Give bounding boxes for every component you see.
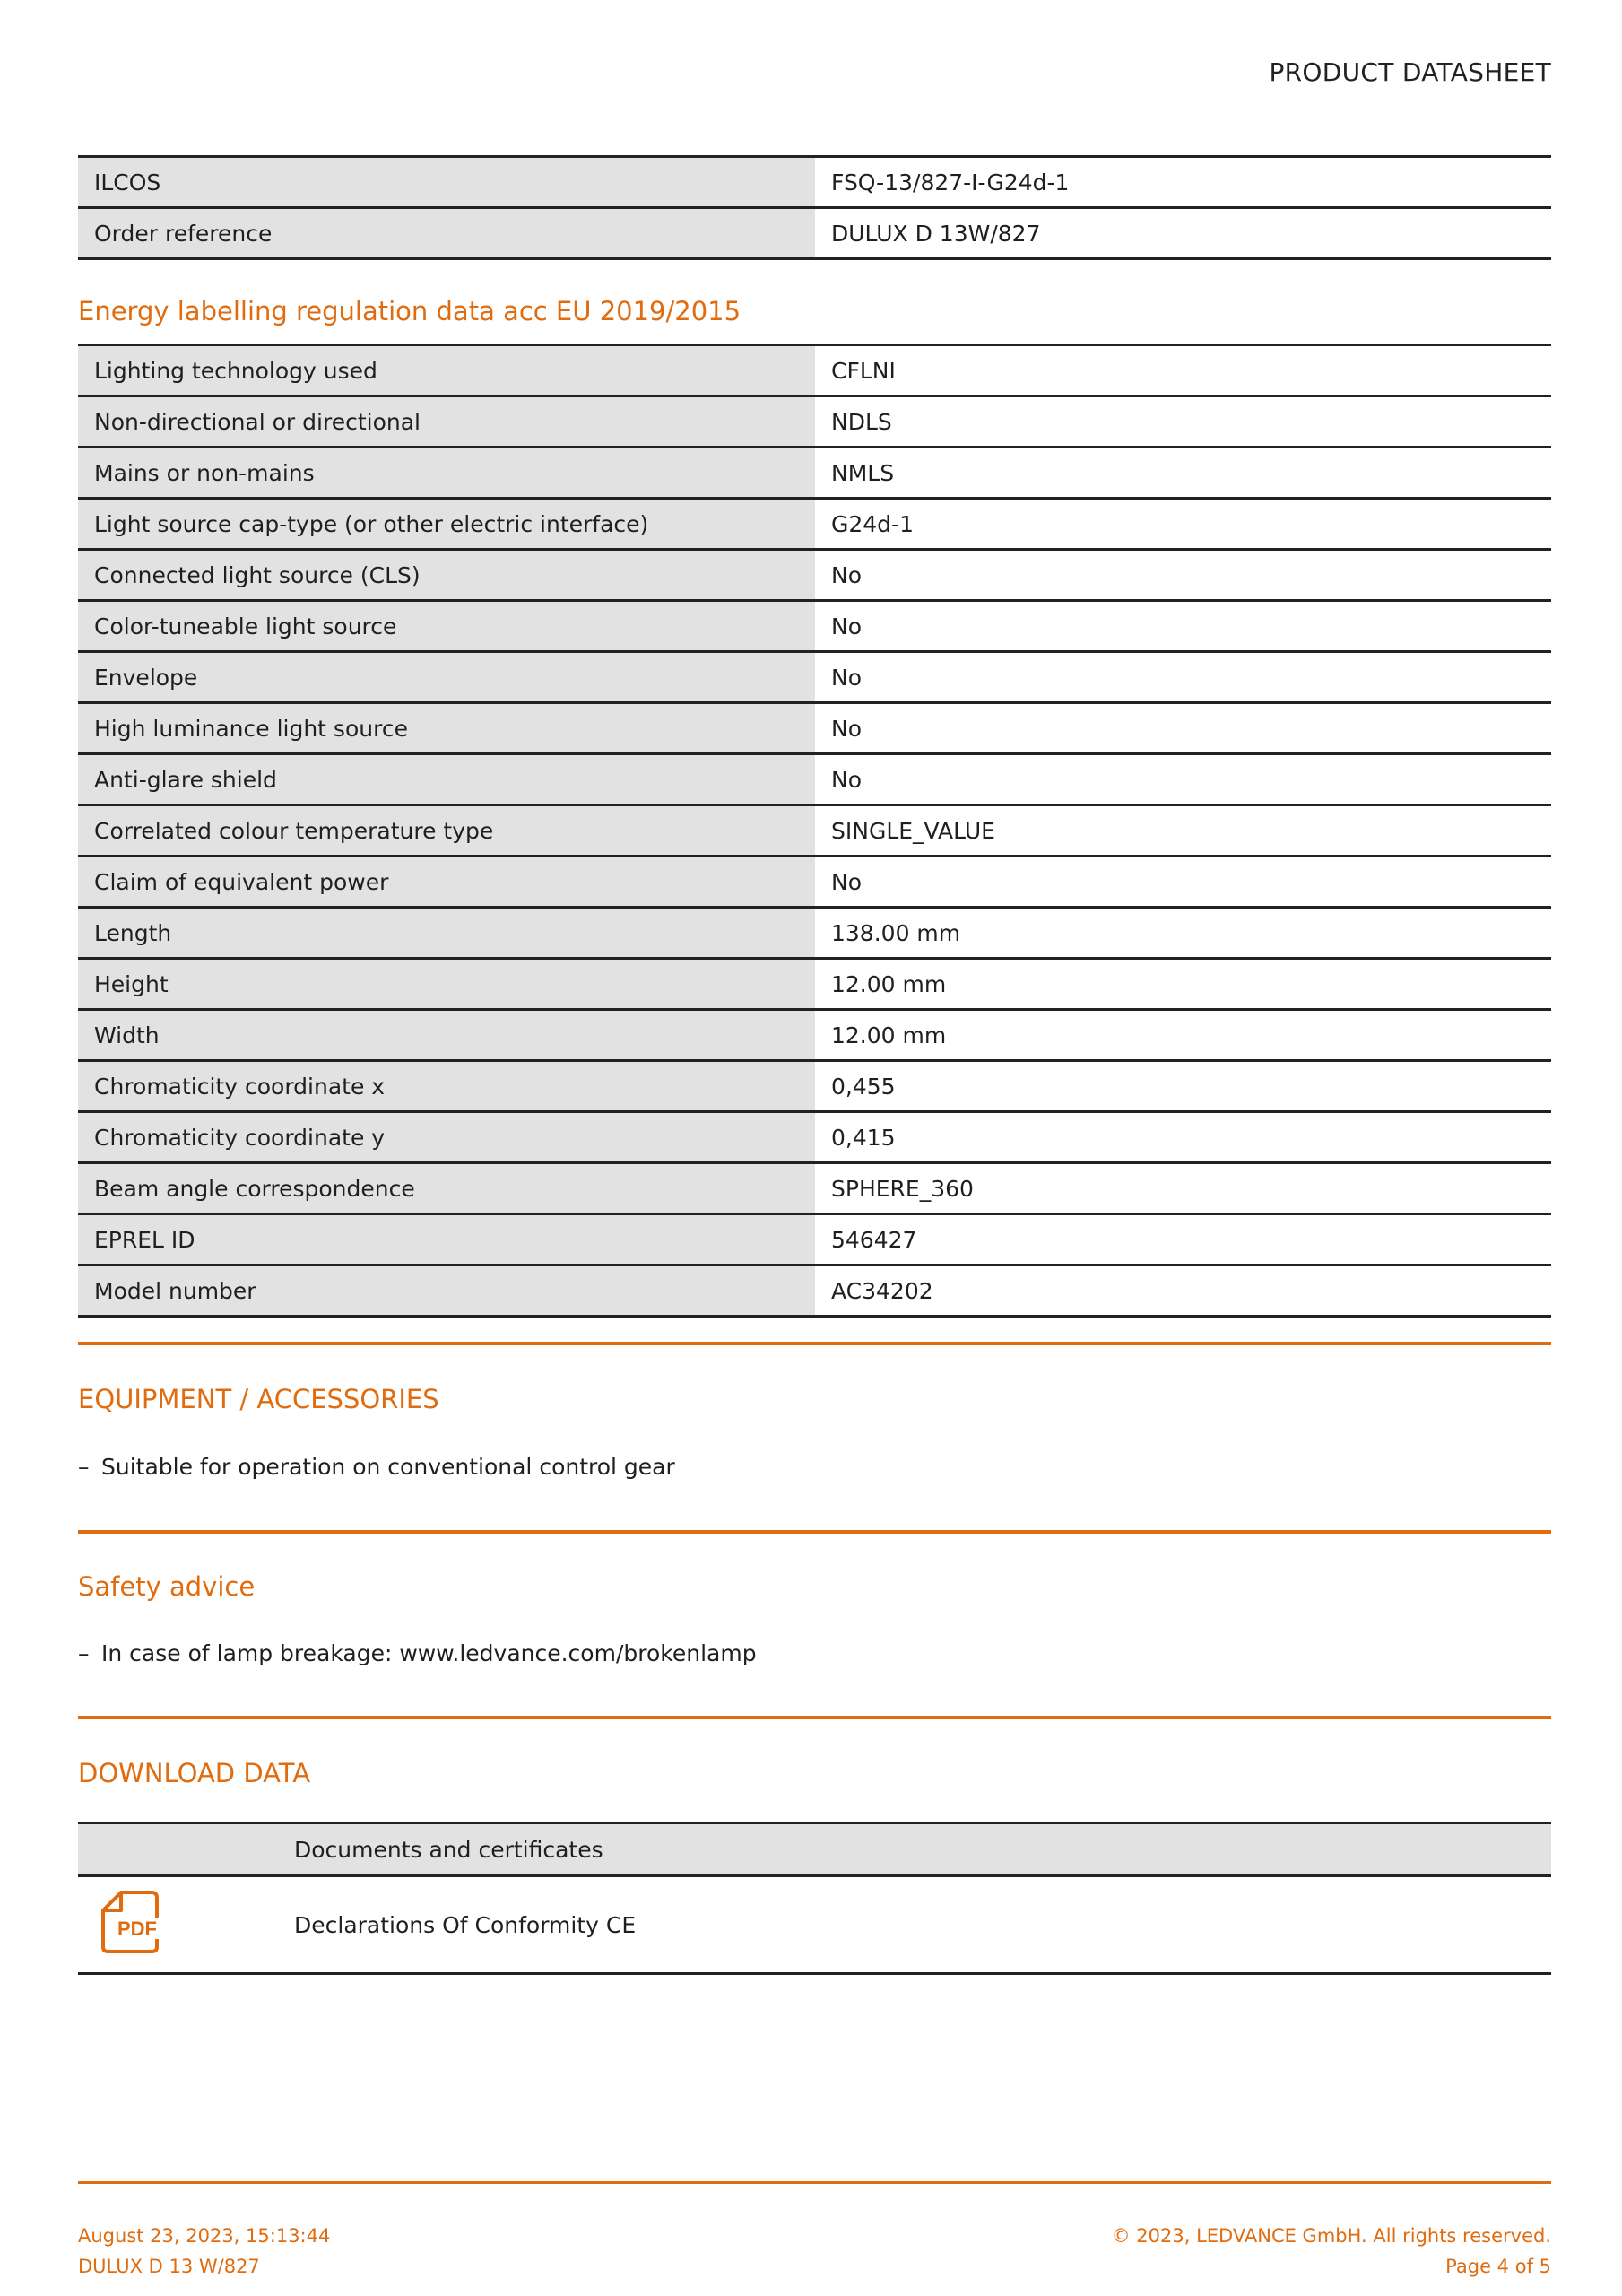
spec-label: Color-tuneable light source — [78, 601, 815, 652]
spec-label: Length — [78, 908, 815, 959]
spec-value: SPHERE_360 — [815, 1163, 1551, 1214]
spec-value: NDLS — [815, 396, 1551, 448]
table-row[interactable] — [78, 1876, 1551, 1974]
spec-label: Lighting technology used — [78, 345, 815, 396]
spec-value: No — [815, 550, 1551, 601]
pdf-icon[interactable] — [100, 1890, 160, 1954]
spec-value: G24d-1 — [815, 499, 1551, 550]
table-row — [78, 754, 1551, 805]
bullet-dash: – — [78, 1640, 90, 1666]
energy-section-title: Energy labelling regulation data acc EU 2019/2015 — [78, 296, 742, 326]
table-row — [78, 601, 1551, 652]
table-header-row — [78, 1823, 1551, 1876]
spec-label: Light source cap-type (or other electric interface) — [78, 499, 815, 550]
spec-label: Mains or non-mains — [78, 448, 815, 499]
footer-page-number: Page 4 of 5 — [1445, 2256, 1551, 2277]
table-row — [78, 908, 1551, 959]
spec-value: 12.00 mm — [815, 1010, 1551, 1061]
spec-label: Claim of equivalent power — [78, 857, 815, 908]
spec-label: Envelope — [78, 652, 815, 703]
footer-copyright: © 2023, LEDVANCE GmbH. All rights reserved. — [1111, 2225, 1551, 2247]
pdf-icon-cell[interactable] — [78, 1876, 293, 1974]
spec-label: EPREL ID — [78, 1214, 815, 1265]
spec-value: No — [815, 857, 1551, 908]
spec-value: FSQ-13/827-I-G24d-1 — [815, 157, 1551, 208]
list-item — [78, 1640, 757, 1666]
spec-value: AC34202 — [815, 1265, 1551, 1317]
spec-value: 12.00 mm — [815, 959, 1551, 1010]
table-row — [78, 857, 1551, 908]
spec-label: Width — [78, 1010, 815, 1061]
spec-value: DULUX D 13W/827 — [815, 208, 1551, 259]
icon-column-header — [78, 1823, 293, 1876]
spec-label: Beam angle correspondence — [78, 1163, 815, 1214]
table-row — [78, 1163, 1551, 1214]
spec-value: NMLS — [815, 448, 1551, 499]
spec-label: Non-directional or directional — [78, 396, 815, 448]
list-item — [78, 1454, 675, 1480]
safety-item-text: In case of lamp breakage: www.ledvance.com/brokenlamp — [101, 1640, 757, 1666]
table-row — [78, 1010, 1551, 1061]
download-table — [78, 1822, 1551, 1975]
table-row — [78, 1061, 1551, 1112]
equipment-section-title: EQUIPMENT / ACCESSORIES — [78, 1384, 439, 1414]
table-row — [78, 1214, 1551, 1265]
table-row — [78, 499, 1551, 550]
table-row — [78, 805, 1551, 857]
download-section-title: DOWNLOAD DATA — [78, 1758, 311, 1788]
spec-label: Order reference — [78, 208, 815, 259]
page-footer — [78, 2221, 1551, 2282]
table-row — [78, 396, 1551, 448]
table-row — [78, 959, 1551, 1010]
safety-section-title: Safety advice — [78, 1571, 256, 1602]
table-row — [78, 345, 1551, 396]
footer-product: DULUX D 13 W/827 — [78, 2256, 260, 2277]
table-row — [78, 652, 1551, 703]
top-spec-table — [78, 155, 1551, 260]
table-row — [78, 703, 1551, 754]
spec-label: Model number — [78, 1265, 815, 1317]
energy-spec-table — [78, 344, 1551, 1318]
footer-date: August 23, 2023, 15:13:44 — [78, 2225, 331, 2247]
spec-value: 546427 — [815, 1214, 1551, 1265]
section-divider — [78, 1342, 1551, 1345]
spec-label: Chromaticity coordinate x — [78, 1061, 815, 1112]
section-divider — [78, 1716, 1551, 1719]
spec-label: High luminance light source — [78, 703, 815, 754]
table-row — [78, 550, 1551, 601]
table-row — [78, 448, 1551, 499]
document-link[interactable]: Declarations Of Conformity CE — [293, 1876, 1551, 1974]
spec-value: SINGLE_VALUE — [815, 805, 1551, 857]
table-row — [78, 1265, 1551, 1317]
footer-divider — [78, 2181, 1551, 2184]
spec-value: 138.00 mm — [815, 908, 1551, 959]
spec-label: ILCOS — [78, 157, 815, 208]
pdf-icon-label: PDF — [117, 1918, 157, 1940]
spec-value: No — [815, 601, 1551, 652]
spec-label: Correlated colour temperature type — [78, 805, 815, 857]
footer-row — [78, 2251, 1551, 2282]
spec-value: 0,415 — [815, 1112, 1551, 1163]
spec-label: Chromaticity coordinate y — [78, 1112, 815, 1163]
documents-column-header: Documents and certificates — [293, 1823, 1551, 1876]
table-row — [78, 208, 1551, 259]
table-row — [78, 157, 1551, 208]
section-divider — [78, 1530, 1551, 1534]
spec-label: Connected light source (CLS) — [78, 550, 815, 601]
spec-value: No — [815, 703, 1551, 754]
page-header-title: PRODUCT DATASHEET — [1269, 57, 1551, 87]
bullet-dash: – — [78, 1454, 90, 1480]
spec-value: 0,455 — [815, 1061, 1551, 1112]
equipment-item-text: Suitable for operation on conventional control gear — [101, 1454, 675, 1480]
spec-label: Height — [78, 959, 815, 1010]
spec-label: Anti-glare shield — [78, 754, 815, 805]
table-row — [78, 1112, 1551, 1163]
footer-row — [78, 2221, 1551, 2251]
spec-value: No — [815, 754, 1551, 805]
spec-value: No — [815, 652, 1551, 703]
spec-value: CFLNI — [815, 345, 1551, 396]
